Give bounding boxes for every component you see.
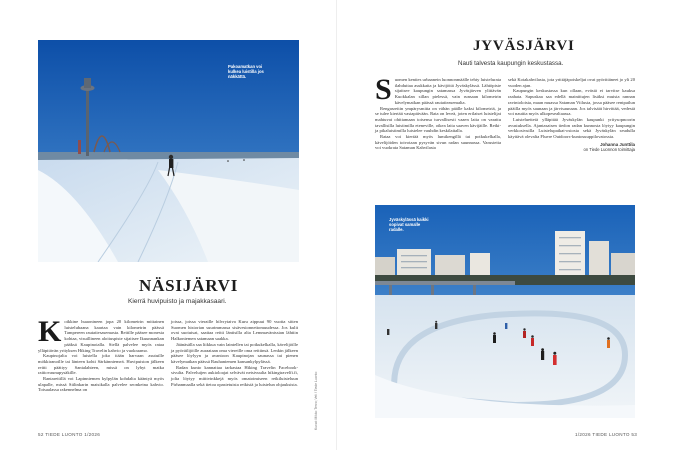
nasijarvi-paragraph: Radan kunto kannattaa tarkastaa Hiking Travelin Facebook-sivulta. Palveluijen aukioloajat selvävät netsivuulta hikingtravelfi.fi, jolta löytyy mitttvinkkejä myös omatoimiseen retkiluisteluun Pirhanmaalla sekä tietoa opastetuista retkistä ja luistelun ohjauksista.: [171, 364, 298, 387]
drop-cap: S: [375, 73, 392, 106]
nasijarvi-paragraph: joissa, joissa vieraille hilvrytaiva Kuru aippuui 90 vuotta sitten Suomen historian suurimmassa sisävesionnettomuudessa. Jos kulit ovat suotuisat, saattaa reitti läntisilla alta Lemmavänissian lähtiin Halkoniemen satamaan saakka.: [171, 319, 298, 342]
jyvasjarvi-paragraph: Rataa voi kiertää myös lumikengillä tai potkukelkalla, kävelijöiden toivotaan pysyvän sivun radan suunnassa. Varusteita voi vuokrata Sataman Kahvilasta: [375, 134, 501, 151]
jyvasjarvi-photo: [375, 205, 635, 418]
nasijarvi-column-1: [38, 315, 164, 393]
author-name: Johanna Junttila: [600, 141, 635, 147]
nasijarvi-column-2: [171, 319, 298, 387]
nasijarvi-photo: [38, 40, 299, 262]
jyvasjarvi-paragraph: Suomen kenties urbaanein luonnonmäälle tehty luistelurata ilahduttaa asukkaita ja kävijöitä Jyväskylässä. Lähtöpiste sijaitsee kaupungin satamassa Jyväsjärven ylittävän Kuokkalan sillan pielessä, vain runsaan kilometrin kävelymatkan päässä rautatieasemalta.: [375, 73, 501, 106]
right-page: [337, 0, 674, 450]
jyvasjarvi-column-1: [375, 73, 501, 151]
left-folio: 52 TIEDE LUONTO 1/2026: [38, 432, 101, 437]
jyvasjarvi-photo-caption: Jyväskylässä kaikki sopivat samalle radalle.: [389, 217, 429, 232]
jyvasjarvi-subtitle: Nauti talvesta kaupungin keskustassa.: [458, 60, 564, 67]
nasijarvi-paragraph: Koikkine huaonineen jopa 20 kilometrin mittainen luistelubaana kaartaa vain kilometrin päässä Tampereen rautatiesasemasta. Reitille pääsee monesta kohtaa, visuillineen aloituspiste sijaitsee Ikuunnankan pääksä Kaupinoialla. Siellä palvelee myös rataa ylläpitävän yrityksen Hiking Travelin kahvio ja vuokraamo.: [38, 315, 164, 353]
jyvasjarvi-title: JYVÄSJÄRVI: [473, 38, 575, 54]
nasijarvi-paragraph: Jäänäsälla saa liikkua vain laintellen tai potkukelkalla, kävelijöille ja pyöräilijöille auraataan oma viereille oma reittinsä. Lenkin jälkeen pääsee löylyyn ja avantoon Kaupinojan saunassa tai pienen kävelymatkan päässä Rauhaniemen kansankylpylässä.: [171, 341, 298, 364]
jyvasjarvi-paragraph: sekä Kotakahvilasta, jota yrittäjäpoiskeljat ovat pyörittäneet jo yli 20 vuoden ajan.: [508, 77, 635, 88]
jyvasjarvi-paragraph: Luisteluettetä ylläpitää Jyväskylän kaupunki yritysopnoorin avustuksella. Ajantasaisen tiedon radan kunnosta löytyy kaupungin verkkosivuilla Luistelupaikat-osiosta sekä Jyväskylän seudulla käyttävä olevalta Fluere Outdoors-kuntosuuppilovatossta.: [508, 116, 635, 140]
nasijarvi-paragraph: Rantareitillä voi Lapinniemen kylpylän kohdalta kääntyä myös ulapalle, missä Siilinkarin maisikalla palvelee seonkeina kahvio. Toisaalassa rakennelma on: [38, 376, 164, 393]
author-title: on Tiede Luonnon toimittaja: [583, 147, 635, 153]
nasijarvi-paragraph: Kaupinojalta voi luistella joko itään harvaan asutuille mökkiranoille tai länteen kohti Särkänniemeä. Huvipuiston jälkeen reitti päättyy Santalahteen, missä on lyhyt matka raitiovaunupysäkille.: [38, 353, 164, 376]
drop-cap: K: [38, 315, 62, 348]
jyvasjarvi-column-2: [508, 77, 635, 153]
nasijarvi-photo-caption: Pakoamatkan voi kulkea luistilla jos näkkättä.: [228, 64, 264, 79]
jyvasjarvi-paragraph: Kaupungin keskustassa kun ollaan, evästä ei tarvitse kauksa raahata. Sapuskaa saa edellä mainittujen lisäksi muista rannan ravintoloista, maan muassa Sataman Viilusta, jossa pääsee rentpailun pääilla myös saunaan ja järvisaunaan. Jos talvisäät hirvittää, vedestä voi nauttia myös ulkopesealtaassa.: [508, 88, 635, 117]
photo-credit: Kuvat: Mikko Tervo; Veli / Tiede Luonto: [314, 371, 318, 430]
jyvasjarvi-paragraph: Rengasreitin ympärysmitta on vähän päälle kaksi kilometriä, ja se tulee kiertää vastapäivään. Rata on leveä, joten erilaiset luistelijat mahtuvat ohittamaan toisensa turvallisesti vaaen laita on varattu tavallisilla luistimilla eteneville, oikea laita saaven kävijäille. Retki- ja pikaluistimilla luistelee vauhdin keskilaitalla.: [375, 105, 501, 134]
right-folio: 1/2026 TIEDE LUONTO 53: [575, 432, 638, 437]
nasijarvi-subtitle: Kierrä huvipuisto ja majakkasaari.: [128, 298, 227, 305]
jyvasjarvi-photo-image: [375, 205, 635, 418]
nasijarvi-title: NÄSIJÄRVI: [139, 276, 239, 295]
